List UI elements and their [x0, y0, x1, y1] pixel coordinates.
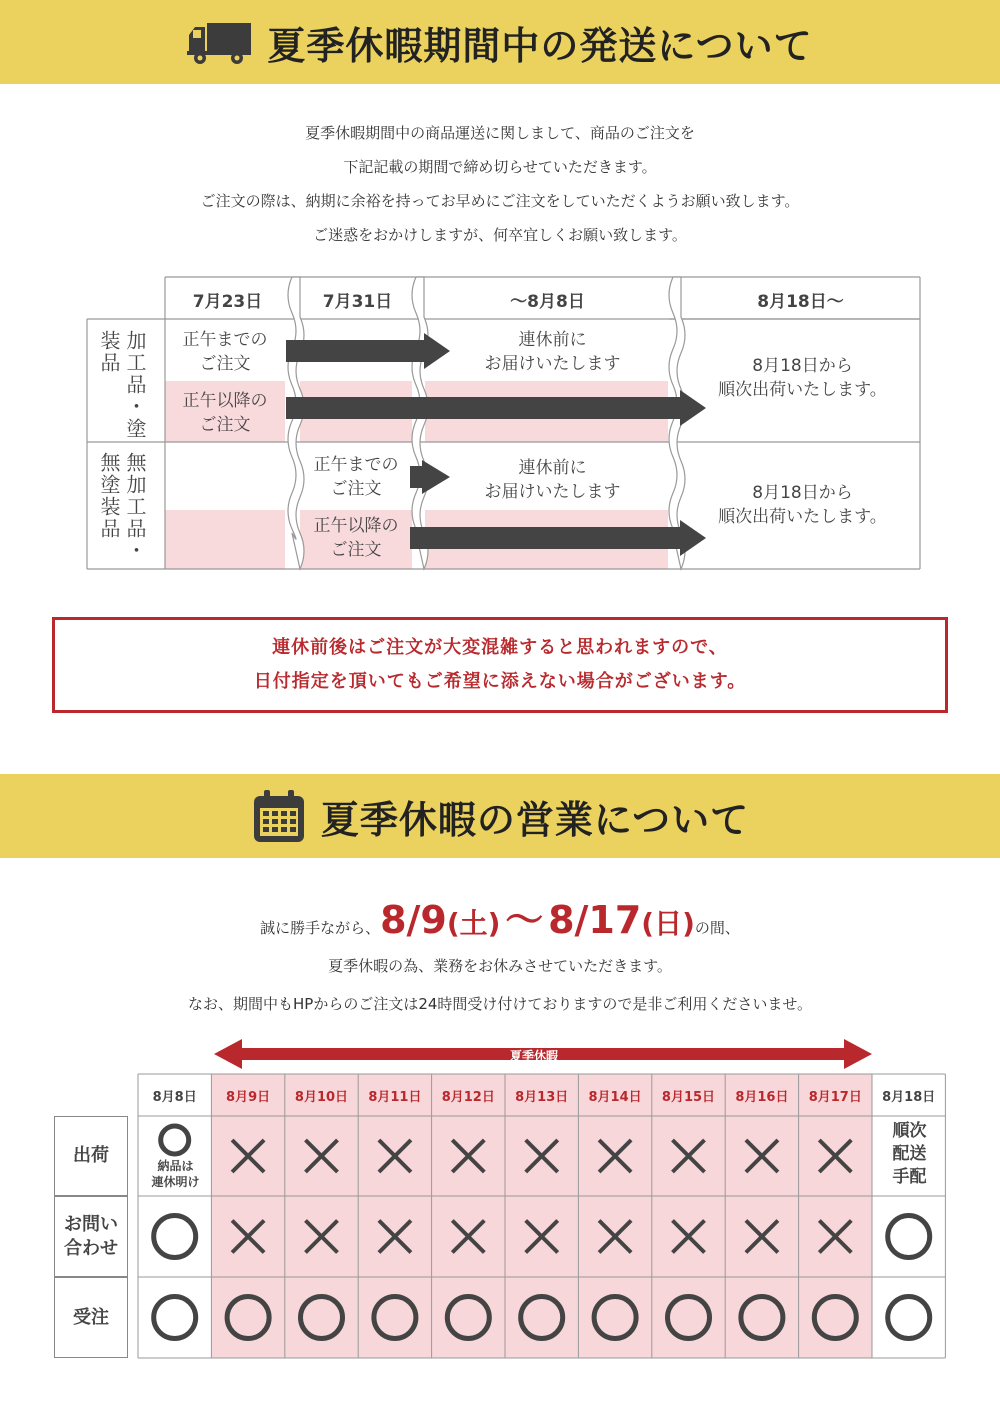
period-end: 8/17: [548, 898, 642, 942]
notice-line: 連休前後はご注文が大変混雑すると思われますので、: [272, 637, 728, 658]
before-holiday-delivery: 連休前に お届けいたします: [484, 330, 621, 374]
ship-header: 7月31日: [322, 292, 393, 312]
circle-mark-icon: [888, 1216, 930, 1258]
calendar-icon: [251, 788, 307, 844]
row-label-inquiry: お問い 合わせ: [54, 1196, 128, 1277]
ship-header: ～8月8日: [510, 292, 585, 312]
period-prefix: 誠に勝手ながら、: [260, 919, 381, 937]
after-noon-label: 正午以降の ご注文: [182, 391, 268, 435]
group-label-processed: 加工品・塗装品: [97, 330, 147, 440]
calendar-day-header: 8月11日: [368, 1090, 422, 1105]
circle-mark-icon: [154, 1216, 196, 1258]
holiday-note-line: 夏季休暇の為、業務をお休みさせていただきます。: [328, 957, 672, 975]
intro-line: ご迷惑をおかけしますが、何卒宜しくお願い致します。: [313, 226, 687, 244]
period-start-day: (土): [446, 907, 501, 940]
shipping-table: [0, 0, 1000, 600]
intro-line: ご注文の際は、納期に余裕を持ってお早めにご注文をしていただくようお願い致します。: [200, 192, 800, 210]
section1-title: 夏季休暇期間中の発送について: [267, 23, 813, 68]
ship-header: 8月18日～: [757, 292, 844, 312]
after-noon-label: 正午以降の ご注文: [313, 516, 399, 560]
resume-shipping-note: 8月18日から 順次出荷いたします。: [718, 483, 887, 527]
ship-header: 7月23日: [192, 292, 263, 312]
calendar-day-header: 8月14日: [588, 1090, 642, 1105]
calendar-day-header: 8月18日: [882, 1090, 936, 1105]
before-noon-label: 正午までの ご注文: [182, 330, 268, 374]
intro-line: 下記記載の期間で締め切らせていただきます。: [343, 158, 657, 176]
circle-mark-icon: [888, 1297, 930, 1339]
before-noon-label: 正午までの ご注文: [313, 455, 399, 499]
period-end-day: (日): [641, 907, 695, 940]
period-start: 8/9: [380, 898, 447, 942]
first-day-note: 納品は 連休明け: [151, 1159, 200, 1189]
before-holiday-delivery: 連休前に お届けいたします: [484, 458, 621, 502]
calendar-grid: [0, 1070, 1000, 1370]
group-label-unprocessed: 無加工品・無塗装品: [97, 452, 147, 562]
calendar-day-header: 8月9日: [226, 1090, 271, 1105]
holiday-columns-bg: [211, 1074, 872, 1358]
row-label-shipping: 出荷: [54, 1116, 128, 1196]
business-banner: [0, 774, 1000, 858]
last-day-note: 順次 配送 手配: [892, 1121, 927, 1187]
calendar-day-header: 8月16日: [735, 1090, 789, 1105]
congestion-notice: [52, 617, 948, 713]
calendar-day-header: 8月12日: [441, 1090, 495, 1105]
notice-line: 日付指定を頂いてもご希望に添えない場合がございます。: [253, 671, 747, 692]
row-label-orders: 受注: [54, 1277, 128, 1358]
circle-mark-icon: [161, 1126, 189, 1154]
calendar-day-header: 8月8日: [152, 1090, 197, 1105]
period-tilde: ～: [505, 898, 544, 942]
calendar-day-header: 8月15日: [661, 1090, 716, 1105]
calendar-day-header: 8月10日: [294, 1090, 349, 1105]
holiday-period-line: [0, 895, 1000, 945]
online-order-line: なお、期間中もHPからのご注文は24時間受け付けておりますので是非ご利用くださいませ。: [188, 995, 812, 1013]
resume-shipping-note: 8月18日から 順次出荷いたします。: [718, 356, 887, 400]
holiday-span-label: 夏季休暇: [510, 1049, 559, 1063]
circle-mark-icon: [154, 1297, 196, 1339]
period-suffix: の間、: [694, 919, 740, 937]
section2-title: 夏季休暇の営業について: [320, 797, 750, 842]
intro-line: 夏季休暇期間中の商品運送に関しまして、商品のご注文を: [305, 124, 695, 142]
calendar-day-header: 8月17日: [808, 1090, 862, 1105]
calendar-day-header: 8月13日: [515, 1090, 569, 1105]
